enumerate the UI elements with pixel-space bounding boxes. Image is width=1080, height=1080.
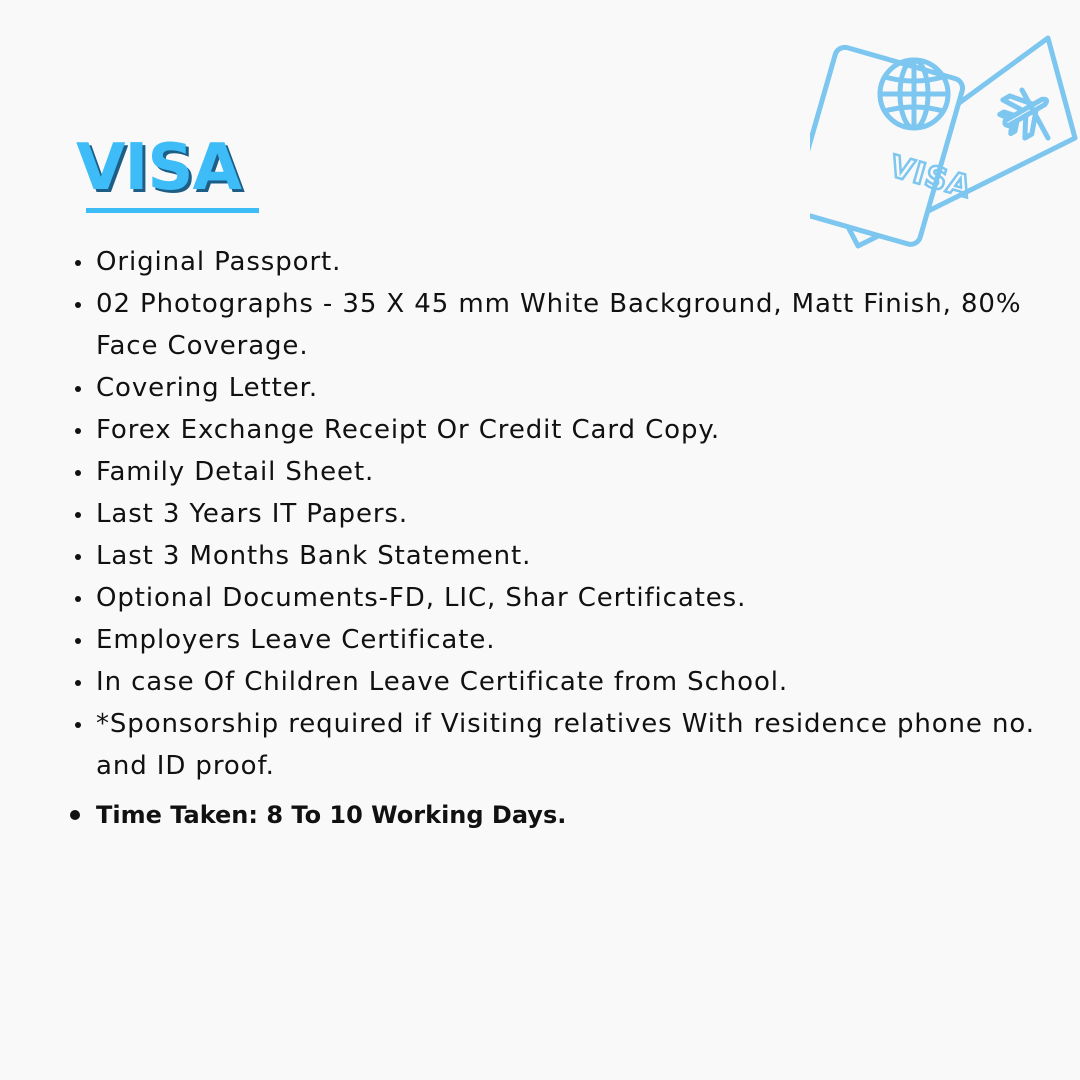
bullet-dot: [75, 302, 81, 308]
requirement-text: Forex Exchange Receipt Or Credit Card Copy.: [96, 415, 721, 445]
bullet-dot: [75, 638, 81, 644]
requirement-text: Last 3 Months Bank Statement.: [96, 541, 532, 571]
time-taken-note: [70, 796, 1076, 834]
time-taken-text: Time Taken: 8 To 10 Working Days.: [96, 801, 567, 829]
list-item: [70, 409, 1050, 451]
bullet-dot: [75, 512, 81, 518]
title-underline: [86, 208, 259, 213]
requirement-text: Optional Documents-FD, LIC, Shar Certificates.: [96, 583, 747, 613]
bullet-dot: [75, 596, 81, 602]
list-item: [70, 619, 1050, 661]
requirement-text: Employers Leave Certificate.: [96, 625, 496, 655]
requirement-text: 02 Photographs - 35 X 45 mm White Background, Matt Finish, 80% Face Coverage.: [96, 289, 1022, 361]
page-title: VISA: [76, 131, 241, 205]
list-item: [70, 535, 1050, 577]
requirement-text: In case Of Children Leave Certificate from School.: [96, 667, 789, 697]
bullet-dot: [75, 386, 81, 392]
bullet-dot: [75, 680, 81, 686]
requirement-text: Covering Letter.: [96, 373, 318, 403]
visa-passport-emblem: [810, 20, 1080, 255]
list-item: [70, 241, 1050, 283]
bullet-dot: [75, 260, 81, 266]
bullet-dot: [70, 810, 80, 820]
globe-icon: [880, 60, 948, 128]
list-item: [70, 283, 1050, 367]
list-item: [70, 493, 1050, 535]
list-item: [70, 661, 1050, 703]
list-item: [70, 451, 1050, 493]
passport-visa-text: VISA: [885, 149, 976, 206]
bullet-dot: [75, 722, 81, 728]
requirements-list: [70, 241, 1050, 787]
list-item: [70, 577, 1050, 619]
requirement-text: Last 3 Years IT Papers.: [96, 499, 409, 529]
list-item: [70, 703, 1050, 787]
bullet-dot: [75, 554, 81, 560]
requirement-text: Family Detail Sheet.: [96, 457, 375, 487]
list-item: [70, 367, 1050, 409]
requirement-text: *Sponsorship required if Visiting relatives With residence phone no. and ID proof.: [96, 709, 1035, 781]
bullet-dot: [75, 470, 81, 476]
bullet-dot: [75, 428, 81, 434]
requirement-text: Original Passport.: [96, 247, 342, 277]
